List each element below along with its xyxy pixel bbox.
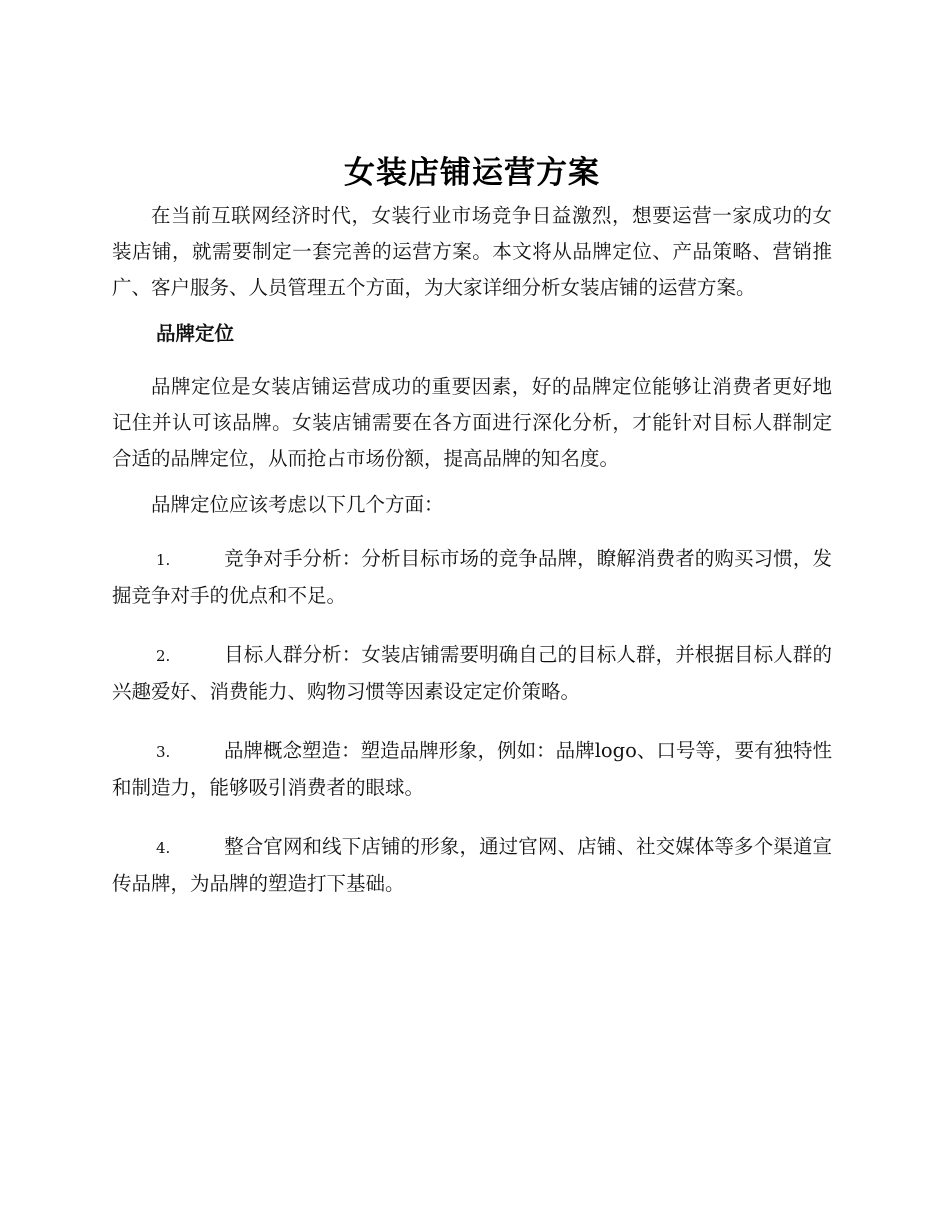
list-item-text: 整合官网和线下店铺的形象，通过官网、店铺、社交媒体等多个渠道宣传品牌，为品牌的塑造打下基础。 — [112, 835, 832, 895]
list-item-text: 竞争对手分析：分析目标市场的竞争品牌，瞭解消费者的购买习惯，发掘竞争对手的优点和不足。 — [112, 547, 832, 607]
list-item-text: 品牌概念塑造：塑造品牌形象，例如：品牌logo、口号等，要有独特性和制造力，能够吸引消费者的眼球。 — [112, 739, 832, 799]
list-item — [112, 733, 832, 806]
list-item-number: 4. — [156, 839, 171, 857]
list-item-number: 1. — [156, 551, 171, 569]
section-paragraph-1: 品牌定位是女装店铺运营成功的重要因素，好的品牌定位能够让消费者更好地记住并认可该品牌。女装店铺需要在各方面进行深化分析，才能针对目标人群制定合适的品牌定位，从而抢占市场份额，提高品牌的知名度。 — [112, 375, 832, 470]
list-item-number: 3. — [156, 743, 171, 761]
list-item — [112, 637, 832, 710]
document-body — [112, 148, 832, 925]
list-item — [112, 829, 832, 902]
section-paragraph-2: 品牌定位应该考虑以下几个方面： — [151, 493, 444, 516]
intro-paragraph: 在当前互联网经济时代，女装行业市场竞争日益激烈，想要运营一家成功的女装店铺，就需要制定一套完善的运营方案。本文将从品牌定位、产品策略、营销推广、客户服务、人员管理五个方面，为大家详细分析女装店铺的运营方案。 — [112, 204, 832, 299]
section-heading: 品牌定位 — [156, 322, 235, 345]
document-title: 女装店铺运营方案 — [344, 155, 600, 191]
list-item-number: 2. — [156, 647, 171, 665]
list-item — [112, 541, 832, 614]
list-item-text: 目标人群分析：女装店铺需要明确自己的目标人群，并根据目标人群的兴趣爱好、消费能力、购物习惯等因素设定定价策略。 — [112, 643, 832, 703]
